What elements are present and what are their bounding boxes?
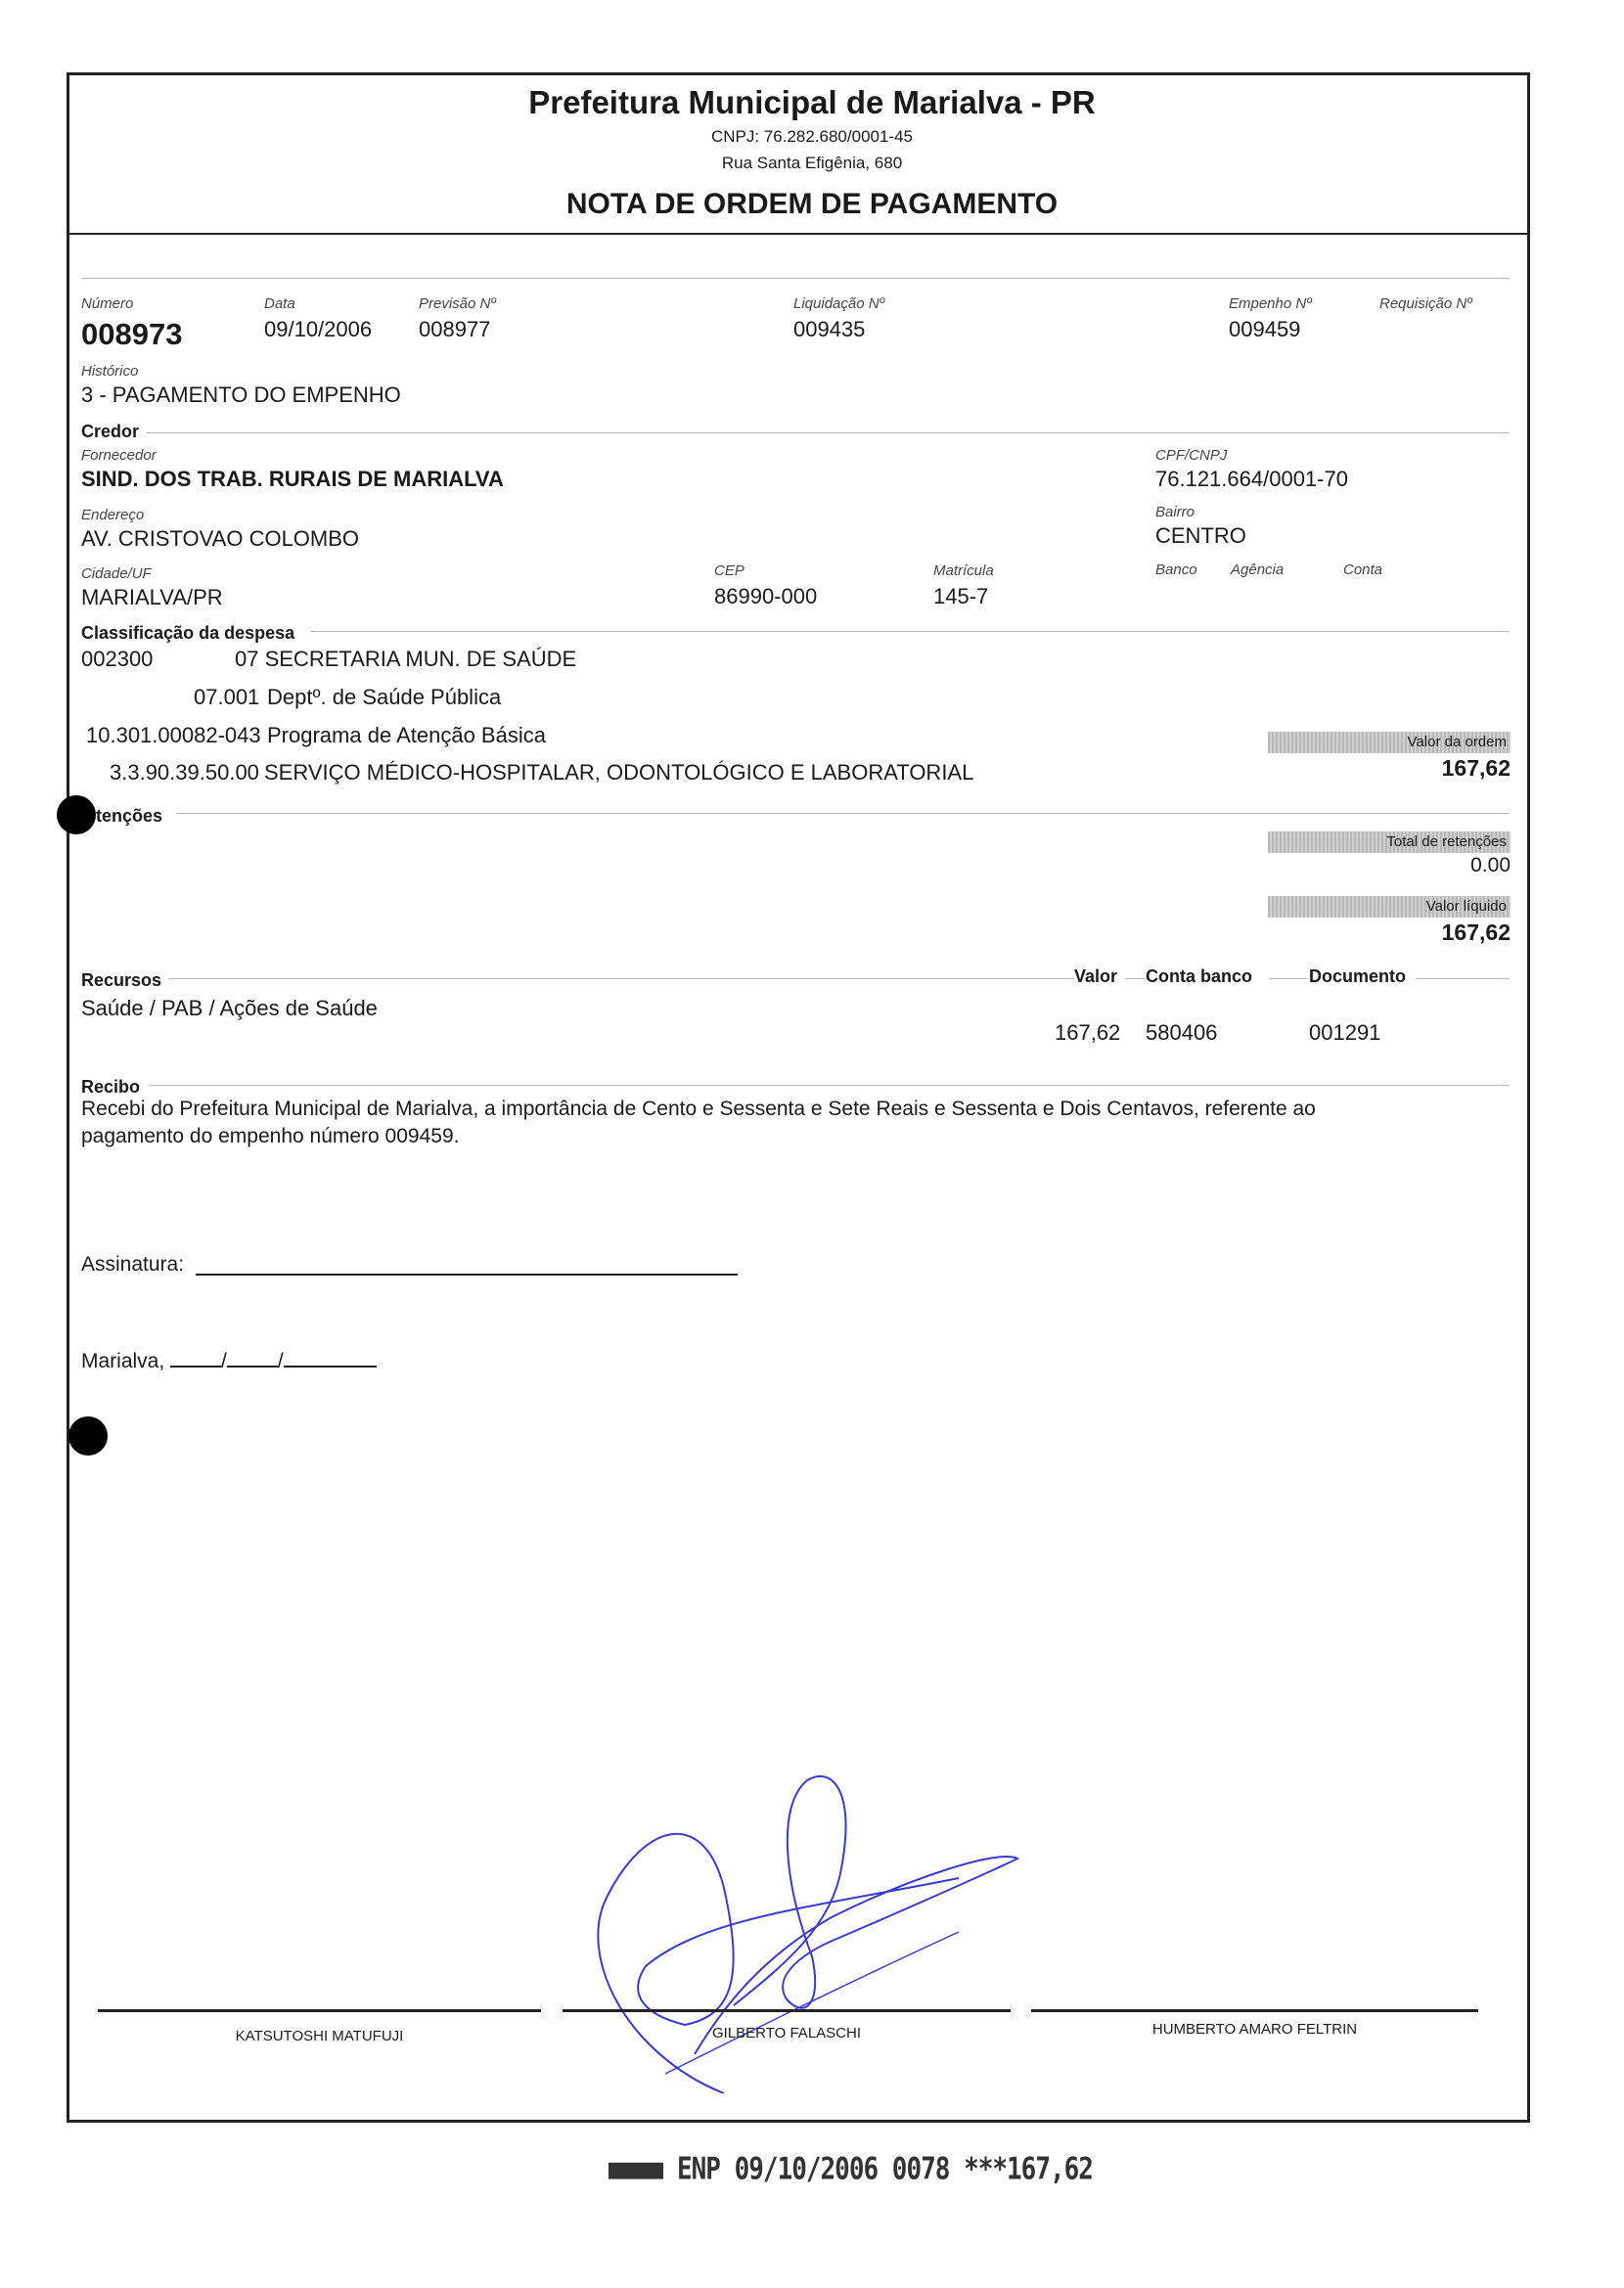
year-blank (284, 1348, 377, 1368)
endereco-value: AV. CRISTOVAO COLOMBO (81, 526, 360, 551)
divider (1125, 978, 1145, 979)
signatory-2: GILBERTO FALASCHI (712, 2025, 861, 2041)
liquidacao-value: 009435 (793, 317, 866, 341)
signature-line-2 (563, 2009, 1011, 2012)
valor-ordem-label: Valor da ordem (1268, 732, 1511, 753)
total-retencoes-value: 0.00 (1470, 854, 1511, 876)
previsao-label: Previsão Nº (419, 295, 496, 312)
credor-divider (147, 432, 1510, 433)
classificacao-code-1: 002300 (81, 647, 154, 671)
classificacao-desc-2: Deptº. de Saúde Pública (267, 685, 502, 709)
cep-label: CEP (714, 562, 744, 579)
valor-liquido-label: Valor líquido (1268, 896, 1511, 918)
cidade-value: MARIALVA/PR (81, 585, 223, 609)
month-blank (227, 1348, 278, 1368)
assinatura-line (196, 1274, 738, 1276)
requisicao-label: Requisição Nº (1379, 295, 1472, 312)
divider (1269, 978, 1308, 979)
retencoes-section-title: tenções (96, 806, 163, 826)
empenho-value: 009459 (1229, 317, 1301, 341)
municipality-title: Prefeitura Municipal de Marialva - PR (528, 84, 1096, 120)
cpf-cnpj-value: 76.121.664/0001-70 (1155, 467, 1348, 491)
banco-label: Banco (1155, 561, 1197, 578)
classificacao-desc-3: Programa de Atenção Básica (267, 723, 546, 747)
classificacao-desc-1: 07 SECRETARIA MUN. DE SAÚDE (235, 647, 577, 671)
retencoes-divider (176, 813, 1510, 814)
local-data-label: Marialva, / / (81, 1348, 377, 1373)
divider (81, 278, 1510, 279)
classificacao-code-4: 3.3.90.39.50.00 (110, 760, 259, 785)
cep-value: 86990-000 (714, 584, 818, 608)
signatory-3: HUMBERTO AMARO FELTRIN (1151, 2021, 1358, 2038)
recibo-text-line2: pagamento do empenho número 009459. (81, 1125, 460, 1147)
cpf-cnpj-label: CPF/CNPJ (1155, 447, 1228, 464)
recursos-col-valor: Valor (1074, 966, 1118, 986)
header-separator (67, 233, 1527, 235)
numero-value: 008973 (81, 317, 183, 351)
document-title: NOTA DE ORDEM DE PAGAMENTO (565, 188, 1059, 220)
cnpj-line: CNPJ: 76.282.680/0001-45 (710, 127, 914, 146)
divider (1416, 978, 1510, 979)
data-value: 09/10/2006 (264, 317, 373, 341)
classificacao-code-2: 07.001 (194, 685, 260, 709)
historico-value: 3 - PAGAMENTO DO EMPENHO (81, 382, 401, 407)
classificacao-code-3: 10.301.00082-043 (86, 723, 261, 747)
numero-label: Número (81, 295, 134, 312)
valor-ordem-value: 167,62 (1441, 755, 1511, 781)
hole-punch-mark (68, 1416, 108, 1456)
stamp-logo-icon (609, 2162, 663, 2178)
matricula-label: Matrícula (933, 562, 994, 579)
classificacao-desc-4: SERVIÇO MÉDICO-HOSPITALAR, ODONTOLÓGICO E LABORATORIAL (264, 760, 974, 785)
recursos-divider (168, 978, 1074, 979)
fornecedor-label: Fornecedor (81, 447, 157, 464)
cidade-label: Cidade/UF (81, 565, 152, 582)
recibo-text-line1: Recebi do Prefeitura Municipal de Marialva, a importância de Cento e Sessenta e Sete Reais e Sessenta e Dois Centavos, referente ao (81, 1098, 1316, 1120)
bairro-label: Bairro (1155, 504, 1195, 520)
endereco-label: Endereço (81, 507, 145, 523)
recursos-col-conta: Conta banco (1146, 966, 1253, 986)
conta-label: Conta (1343, 561, 1383, 578)
address-line: Rua Santa Efigênia, 680 (721, 154, 903, 172)
liquidacao-label: Liquidação Nº (793, 295, 885, 312)
matricula-value: 145-7 (933, 584, 989, 608)
signature-line-3 (1031, 2009, 1478, 2012)
previsao-value: 008977 (419, 317, 491, 341)
recursos-descricao: Saúde / PAB / Ações de Saúde (81, 996, 378, 1020)
recursos-documento: 001291 (1309, 1020, 1381, 1045)
recibo-section-title: Recibo (81, 1077, 141, 1097)
signatory-1: KATSUTOSHI MATUFUJI (235, 2028, 404, 2044)
agencia-label: Agência (1231, 561, 1285, 578)
local-label: Marialva, (81, 1350, 165, 1372)
recursos-valor: 167,62 (1055, 1020, 1121, 1045)
assinatura-label: Assinatura: (81, 1253, 185, 1276)
footer-stamp-text: ENP 09/10/2006 0078 ***167,62 (677, 2152, 1093, 2187)
hole-punch-mark (57, 795, 96, 834)
recursos-conta: 580406 (1146, 1020, 1218, 1045)
footer-bank-stamp (609, 2152, 1093, 2187)
recibo-divider (149, 1085, 1510, 1086)
fornecedor-value: SIND. DOS TRAB. RURAIS DE MARIALVA (81, 467, 504, 491)
total-retencoes-label: Total de retenções (1268, 831, 1511, 853)
empenho-label: Empenho Nº (1229, 295, 1312, 312)
valor-liquido-value: 167,62 (1441, 920, 1511, 945)
recursos-col-documento: Documento (1309, 966, 1406, 986)
signature-line-1 (98, 2009, 541, 2012)
classificacao-divider (311, 631, 1510, 632)
data-label: Data (264, 295, 295, 312)
credor-section-title: Credor (81, 422, 140, 441)
handwritten-signature (587, 1761, 1096, 2093)
bairro-value: CENTRO (1155, 523, 1246, 548)
classificacao-section-title: Classificação da despesa (81, 623, 295, 643)
day-blank (170, 1348, 221, 1368)
historico-label: Histórico (81, 363, 139, 380)
recursos-section-title: Recursos (81, 970, 162, 990)
